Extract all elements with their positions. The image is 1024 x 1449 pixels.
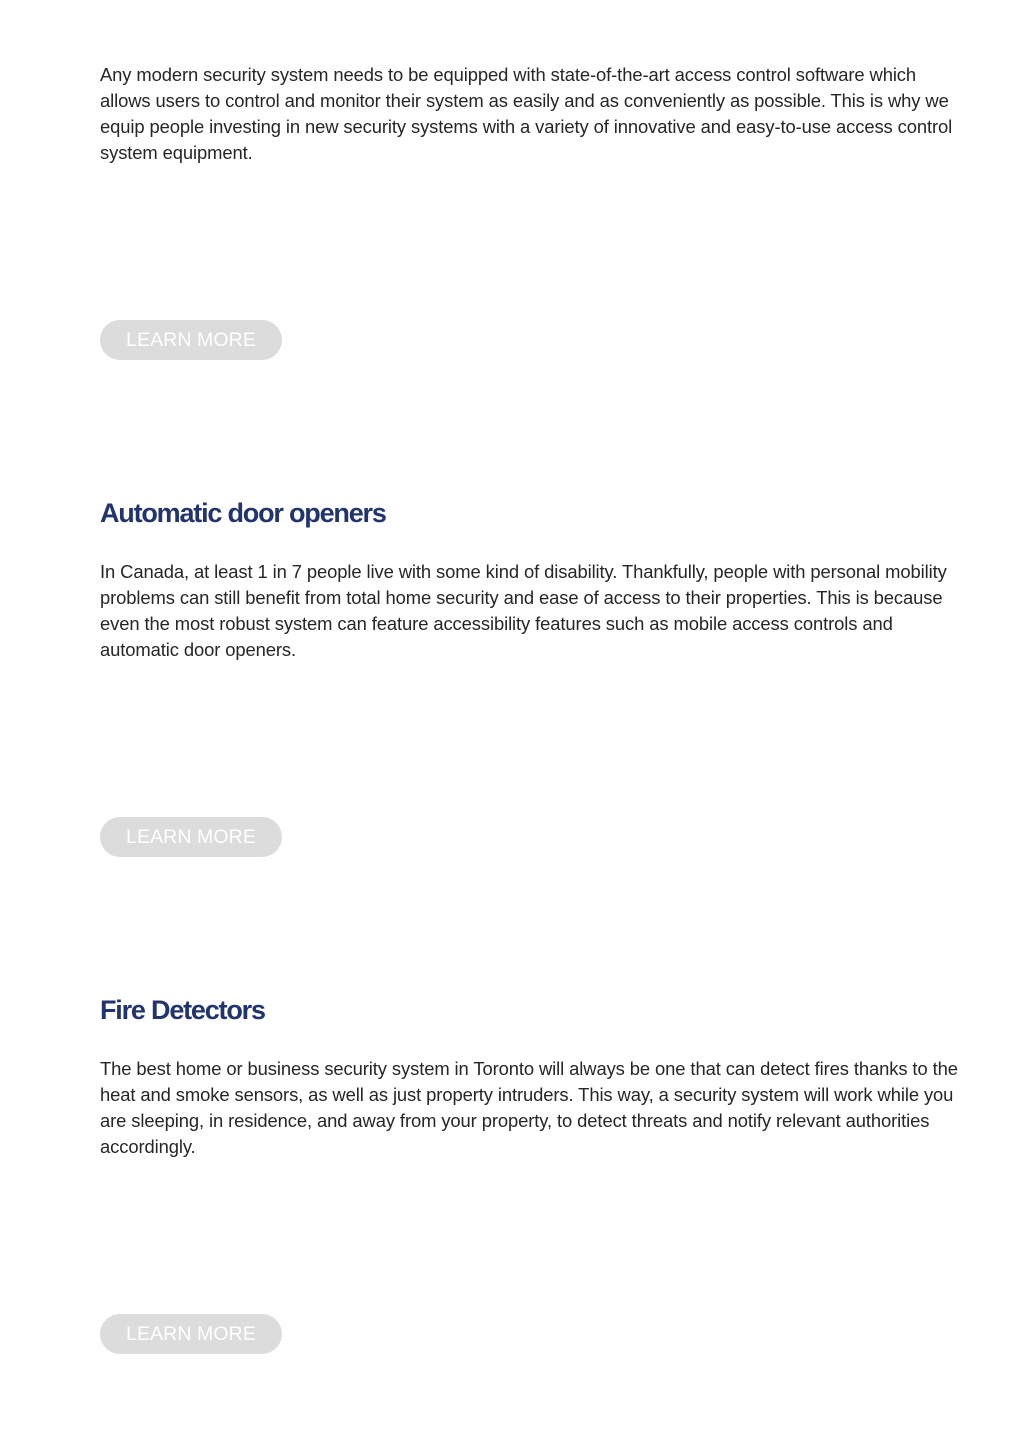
- door-openers-heading: Automatic door openers: [100, 498, 386, 528]
- fire-detectors-learn-more-button[interactable]: LEARN MORE: [100, 1314, 282, 1354]
- fire-detectors-heading: Fire Detectors: [100, 995, 265, 1025]
- door-openers-description: In Canada, at least 1 in 7 people live with some kind of disability. Thankfully, people with personal mobility problems can still benefit from total home security and ease of access to their properties. This is because even the most robust system can feature accessibility features such as mobile access controls and automatic door openers.: [100, 561, 947, 660]
- access-control-learn-more-button[interactable]: LEARN MORE: [100, 320, 282, 360]
- door-openers-heading-wrap: [100, 497, 960, 529]
- access-control-description: Any modern security system needs to be equipped with state-of-the-art access control software which allows users to control and monitor their system as easily and as conveniently as possible. This is why we equip people investing in new security systems with a variety of innovative and easy-to-use access control system equipment.: [100, 64, 953, 163]
- fire-detectors-section: [100, 1056, 960, 1160]
- door-openers-section: [100, 559, 960, 663]
- access-control-section: [100, 62, 960, 166]
- fire-detectors-heading-wrap: [100, 994, 960, 1026]
- door-openers-learn-more-button[interactable]: LEARN MORE: [100, 817, 282, 857]
- fire-detectors-description: The best home or business security system in Toronto will always be one that can detect fires thanks to the heat and smoke sensors, as well as just property intruders. This way, a security system will work while you are sleeping, in residence, and away from your property, to detect threats and notify relevant authorities accordingly.: [100, 1058, 958, 1157]
